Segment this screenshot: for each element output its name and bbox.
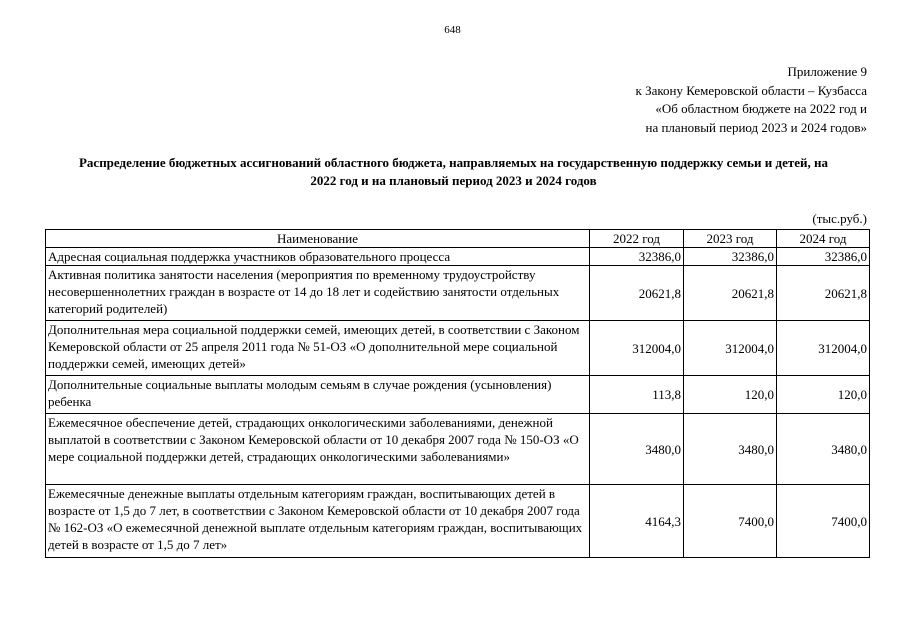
appendix-line: «Об областном бюджете на 2022 год и <box>655 101 867 116</box>
page-number: 648 <box>444 24 461 36</box>
table-row <box>46 248 870 266</box>
document-title <box>40 154 867 190</box>
header-2023: 2023 год <box>684 230 777 248</box>
row-value-2024: 120,0 <box>777 376 870 414</box>
header-name: Наименование <box>46 230 590 248</box>
row-value-2024: 3480,0 <box>777 414 870 485</box>
row-name: Адресная социальная поддержка участников образовательного процесса <box>46 248 590 266</box>
table-row <box>46 266 870 321</box>
row-value-2023: 120,0 <box>684 376 777 414</box>
units-label: (тыс.руб.) <box>812 211 867 226</box>
row-value-2022: 20621,8 <box>590 266 684 321</box>
row-name: Дополнительная мера социальной поддержки семей, имеющих детей, в соответствии с Законом Кемеровской области от 25 апреля 2011 года № 51-ОЗ «О дополнительной мере социальной поддержки семей, имеющих детей» <box>46 321 590 376</box>
table-row <box>46 376 870 414</box>
appendix-line: к Закону Кемеровской области – Кузбасса <box>635 82 867 98</box>
row-value-2023: 20621,8 <box>684 266 777 321</box>
row-value-2023: 312004,0 <box>684 321 777 376</box>
table-header-row <box>46 230 870 248</box>
row-value-2023: 32386,0 <box>684 248 777 266</box>
header-2022: 2022 год <box>590 230 684 248</box>
row-name: Ежемесячные денежные выплаты отдельным категориям граждан, воспитывающих детей в возрасте от 1,5 до 7 лет, в соответствии с Законом Кемеровской области от 10 декабря 2007 года № 162-ОЗ «О ежемесячной денежной выплате отдельным категориям граждан, воспитывающих детей в возрасте от 1,5 до 7 лет» <box>46 485 590 558</box>
row-name: Дополнительные социальные выплаты молодым семьям в случае рождения (усыновления) ребенка <box>46 376 590 414</box>
row-name: Активная политика занятости населения (мероприятия по временному трудоустройству несовершеннолетних граждан в возрасте от 14 до 18 лет и содействию занятости отдельных категорий родителей) <box>46 266 590 321</box>
row-value-2023: 7400,0 <box>684 485 777 558</box>
row-value-2024: 312004,0 <box>777 321 870 376</box>
row-name: Ежемесячное обеспечение детей, страдающих онкологическими заболеваниями, денежной выплатой в соответствии с Законом Кемеровской области от 10 декабря 2007 года № 150-ОЗ «О мере социальной поддержки детей, страдающих онкологическими заболеваниями» <box>46 414 590 485</box>
row-value-2023: 3480,0 <box>684 414 777 485</box>
appendix-header <box>636 63 868 137</box>
table-row <box>46 414 870 485</box>
title-line-1: Распределение бюджетных ассигнований областного бюджета, направляемых на государственную поддержку семьи и детей, на <box>78 155 829 170</box>
title-line-2: 2022 год и на плановый период 2023 и 2024 годов <box>310 173 597 188</box>
row-value-2022: 32386,0 <box>590 248 684 266</box>
budget-table <box>45 229 870 558</box>
appendix-line: на плановый период 2023 и 2024 годов» <box>645 119 867 135</box>
row-value-2022: 113,8 <box>590 376 684 414</box>
row-value-2024: 7400,0 <box>777 485 870 558</box>
table-row <box>46 485 870 558</box>
row-value-2024: 32386,0 <box>777 248 870 266</box>
row-value-2022: 312004,0 <box>590 321 684 376</box>
appendix-line: Приложение 9 <box>787 64 867 79</box>
row-value-2022: 4164,3 <box>590 485 684 558</box>
table-row <box>46 321 870 376</box>
header-2024: 2024 год <box>777 230 870 248</box>
row-value-2024: 20621,8 <box>777 266 870 321</box>
row-value-2022: 3480,0 <box>590 414 684 485</box>
